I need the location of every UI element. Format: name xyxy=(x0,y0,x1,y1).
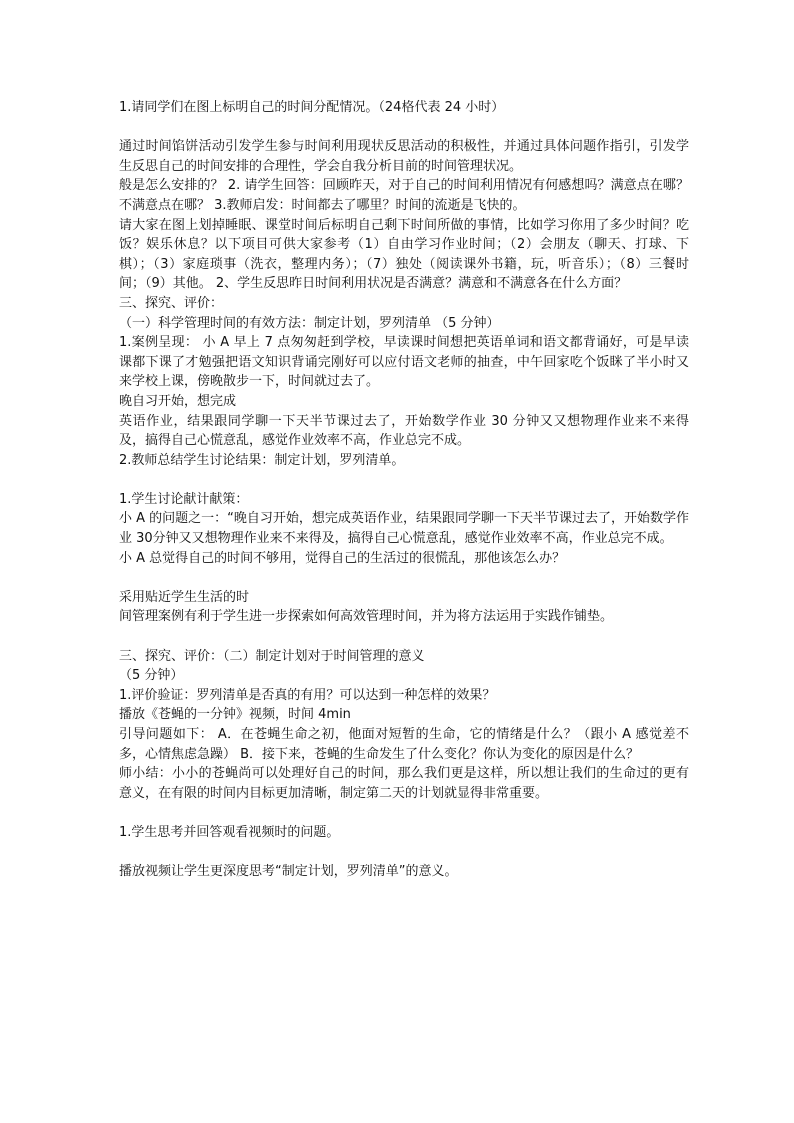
paragraph-student-reflection-questions: 般是怎么安排的？ 2. 请学生回答：回顾昨天，对于自己的时间利用情况有何感想吗？满意点在哪？不满意点在哪？ 3.教师启发：时间都去了哪里？时间的流逝是飞快的。 xyxy=(119,178,689,213)
paragraph-duration: （5 分钟） xyxy=(119,668,184,684)
paragraph-time-pie-purpose: 通过时间馅饼活动引发学生参与时间利用现状反思活动的积极性，并通过具体问题作指引，引发学生反思自己的时间安排的合理性，学会自我分析目前的时间管理状况。 xyxy=(119,139,689,174)
blank-line xyxy=(119,118,689,138)
paragraph-homework-struggle: 英语作业，结果跟同学聊一下天半节课过去了，开始数学作业 30 分钟又又想物理作业来不来得及，搞得自己心慌意乱，感觉作业效率不高，作业总完不成。 xyxy=(119,413,689,449)
paragraph-student-discussion: 1.学生讨论献计献策： xyxy=(119,491,249,507)
paragraph-time-items-reference: 请大家在图上划掉睡眠、课堂时间后标明自己剩下时间所做的事情，比如学习你用了多少时间？吃饭？娱乐休息？以下项目可供大家参考（1）自由学习作业时间；（2）会朋友（聊天、打球、下棋）；（3）家庭琐事（洗衣，整理内务）；（7）独处（阅读课外书籍，玩，听音乐）；（8）三餐时间；（9）其他。 2、学生反思昨日时间利用状况是否满意？满意和不满意各在什么方面？ xyxy=(119,217,689,292)
paragraph-case-rationale-end: 间管理案例有利于学生进一步探索如何高效管理时间，并为将方法运用于实践作铺垫。 xyxy=(119,609,614,625)
blank-line xyxy=(119,803,689,823)
blank-line xyxy=(119,470,689,490)
paragraph-what-to-do-question: 小 A 总觉得自己的时间不够用，觉得自己的生活过的很慌乱，那他该怎么办？ xyxy=(119,550,566,566)
paragraph-student-answers: 1.学生思考并回答观看视频时的问题。 xyxy=(119,824,340,840)
paragraph-time-allocation-instruction: 1.请同学们在图上标明自己的时间分配情况。（24格代表 24 小时） xyxy=(119,100,505,115)
paragraph-teacher-conclusion: 师小结：小小的苍蝇尚可以处理好自己的时间，那么我们更是这样，所以想让我们的生命过的更有意义，在有限的时间内目标更加清晰，制定第二天的计划就显得非常重要。 xyxy=(119,766,689,801)
paragraph-case-rationale-start: 采用贴近学生生活的时 xyxy=(119,589,250,605)
blank-line xyxy=(119,843,689,863)
paragraph-problem-quote: 小 A 的问题之一：“晚自习开始，想完成英语作业，结果跟同学聊一下天半节课过去了，开始数学作业 30分钟又又想物理作业来不来得及，搞得自己心慌意乱，感觉作业效率不高，作业总完不成。 xyxy=(119,511,689,547)
section-heading-plan-significance: 三、探究、评价：（二）制定计划对于时间管理的意义 xyxy=(119,648,425,664)
document-body xyxy=(119,98,689,882)
section-heading-explore-evaluate: 三、探究、评价： xyxy=(119,295,224,311)
paragraph-play-video: 播放《苍蝇的一分钟》视频，时间 4min xyxy=(119,707,351,723)
subsection-heading-planning-methods: （一）科学管理时间的有效方法：制定计划，罗列清单 （5 分钟） xyxy=(119,315,500,331)
paragraph-case-presentation: 1.案例呈现： 小 A 早上 7 点匆匆赶到学校，早读课时间想把英语单词和语文都背诵好，可是早读课都下课了才勉强把语文知识背诵完刚好可以应付语文老师的抽查，中午回家吃个饭眯了半小时又来学校上课，傍晚散步一下，时间就过去了。 xyxy=(119,335,689,390)
paragraph-video-purpose: 播放视频让学生更深度思考“制定计划，罗列清单”的意义。 xyxy=(119,864,458,880)
blank-line xyxy=(119,627,689,647)
paragraph-evaluation-question: 1.评价验证：罗列清单是否真的有用？可以达到一种怎样的效果？ xyxy=(119,687,496,703)
paragraph-evening-study-start: 晚自习开始，想完成 xyxy=(119,393,237,409)
paragraph-guiding-questions: 引导问题如下： A．在苍蝇生命之初，他面对短暂的生命，它的情绪是什么？（跟小 A 感觉差不多，心情焦虑急躁） B．接下来，苍蝇的生命发生了什么变化？你认为变化的原因是什么？ xyxy=(119,727,689,762)
paragraph-teacher-summary: 2.教师总结学生讨论结果：制定计划，罗列清单。 xyxy=(119,452,405,468)
blank-line xyxy=(119,568,689,588)
